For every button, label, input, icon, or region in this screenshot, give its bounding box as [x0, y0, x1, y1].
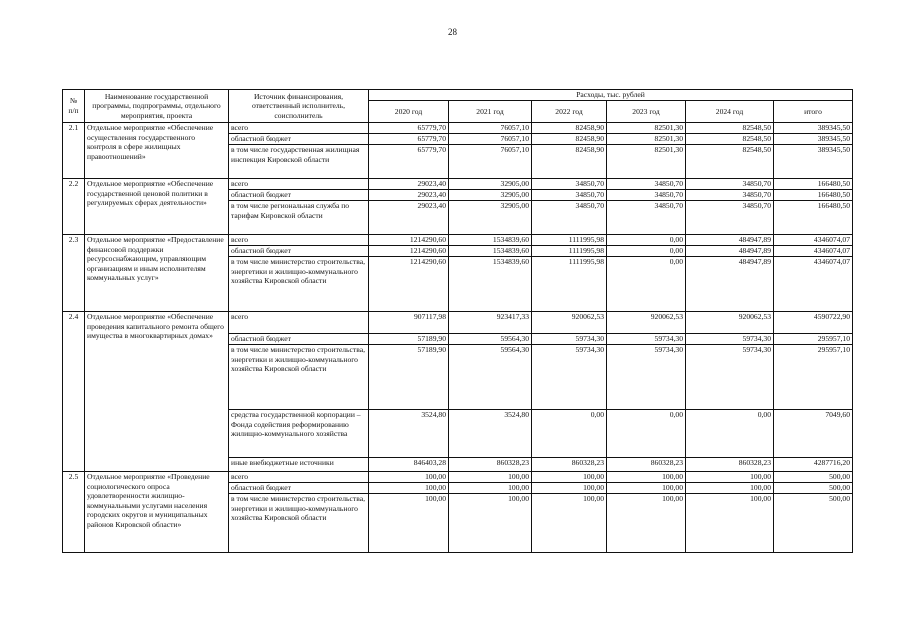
header-expenses: Расходы, тыс. рублей [369, 90, 853, 101]
year-value: 32905,00 [449, 201, 532, 235]
year-value: 860328,23 [449, 458, 532, 472]
total-value: 4590722,90 [774, 312, 853, 334]
year-value: 65779,70 [369, 145, 449, 179]
year-value: 920062,53 [532, 312, 607, 334]
item-name: Отдельное мероприятие «Предоставление финансовой поддержки ресурсоснабжающим, управляющим организациям и иным исполнителям коммунальных услуг» [85, 235, 229, 312]
year-value: 29023,40 [369, 201, 449, 235]
year-value: 34850,70 [607, 190, 686, 201]
header-source: Источник финансирования, ответственный исполнитель, соисполнитель [229, 90, 369, 123]
year-value: 100,00 [369, 483, 449, 494]
year-value: 0,00 [686, 410, 774, 458]
year-value: 59734,30 [607, 345, 686, 410]
year-value: 484947,89 [686, 235, 774, 246]
funding-source: областной бюджет [229, 483, 369, 494]
year-value: 0,00 [607, 235, 686, 246]
year-value: 100,00 [449, 483, 532, 494]
total-value: 295957,10 [774, 334, 853, 345]
table-row [63, 312, 853, 334]
year-value: 907117,98 [369, 312, 449, 334]
total-value: 500,00 [774, 472, 853, 483]
year-value: 82548,50 [686, 123, 774, 134]
year-value: 32905,00 [449, 179, 532, 190]
item-number: 2.1 [63, 123, 85, 179]
year-value: 65779,70 [369, 123, 449, 134]
year-value: 100,00 [532, 494, 607, 553]
year-value: 860328,23 [686, 458, 774, 472]
header-year: 2020 год [369, 101, 449, 123]
table-row [63, 179, 853, 190]
page-number: 28 [448, 27, 457, 37]
table-row [63, 235, 853, 246]
year-value: 860328,23 [607, 458, 686, 472]
total-value: 7049,60 [774, 410, 853, 458]
header-total: итого [774, 101, 853, 123]
year-value: 0,00 [532, 410, 607, 458]
year-value: 920062,53 [686, 312, 774, 334]
header-year: 2021 год [449, 101, 532, 123]
year-value: 59564,30 [449, 334, 532, 345]
year-value: 860328,23 [532, 458, 607, 472]
year-value: 82501,30 [607, 145, 686, 179]
year-value: 59564,30 [449, 345, 532, 410]
funding-source: областной бюджет [229, 190, 369, 201]
year-value: 34850,70 [686, 179, 774, 190]
funding-source: в том числе государственная жилищная инспекция Кировской области [229, 145, 369, 179]
funding-source: иные внебюджетные источники [229, 458, 369, 472]
year-value: 1111995,98 [532, 246, 607, 257]
total-value: 166480,50 [774, 201, 853, 235]
year-value: 82501,30 [607, 134, 686, 145]
total-value: 500,00 [774, 483, 853, 494]
funding-source: в том числе министерство строительства, энергетики и жилищно-коммунального хозяйства Кировской области [229, 257, 369, 312]
year-value: 100,00 [686, 483, 774, 494]
year-value: 34850,70 [607, 179, 686, 190]
year-value: 484947,89 [686, 246, 774, 257]
year-value: 100,00 [532, 483, 607, 494]
funding-source: средства государственной корпорации – Фонда содействия реформированию жилищно-коммунального хозяйства [229, 410, 369, 458]
year-value: 59734,30 [607, 334, 686, 345]
year-value: 82501,30 [607, 123, 686, 134]
funding-source: всего [229, 235, 369, 246]
item-name: Отдельное мероприятие «Обеспечение проведения капитального ремонта общего имущества в многоквартирных домах» [85, 312, 229, 472]
funding-source: в том числе министерство строительства, энергетики и жилищно-коммунального хозяйства Кировской области [229, 345, 369, 410]
year-value: 59734,30 [532, 334, 607, 345]
header-name: Наименование государственной программы, подпрограммы, отдельного мероприятия, проекта [85, 90, 229, 123]
total-value: 166480,50 [774, 190, 853, 201]
year-value: 1111995,98 [532, 235, 607, 246]
funding-source: всего [229, 472, 369, 483]
item-name: Отдельное мероприятие «Обеспечение государственной ценовой политики в регулируемых сферах деятельности» [85, 179, 229, 235]
year-value: 846403,28 [369, 458, 449, 472]
table-body [63, 123, 853, 553]
year-value: 57189,90 [369, 334, 449, 345]
funding-source: областной бюджет [229, 246, 369, 257]
year-value: 923417,33 [449, 312, 532, 334]
year-value: 100,00 [449, 472, 532, 483]
funding-source: всего [229, 312, 369, 334]
funding-source: областной бюджет [229, 334, 369, 345]
year-value: 1111995,98 [532, 257, 607, 312]
total-value: 295957,10 [774, 345, 853, 410]
year-value: 59734,30 [532, 345, 607, 410]
year-value: 100,00 [369, 472, 449, 483]
year-value: 0,00 [607, 246, 686, 257]
year-value: 100,00 [532, 472, 607, 483]
expenses-table [62, 89, 853, 553]
funding-source: в том числе министерство строительства, энергетики и жилищно-коммунального хозяйства Кировской области [229, 494, 369, 553]
year-value: 57189,90 [369, 345, 449, 410]
item-number: 2.4 [63, 312, 85, 472]
total-value: 389345,50 [774, 134, 853, 145]
total-value: 4346074,07 [774, 246, 853, 257]
funding-source: всего [229, 123, 369, 134]
total-value: 4287716,20 [774, 458, 853, 472]
header-year: 2022 год [532, 101, 607, 123]
year-value: 82548,50 [686, 134, 774, 145]
funding-source: всего [229, 179, 369, 190]
year-value: 484947,89 [686, 257, 774, 312]
funding-source: в том числе региональная служба по тарифам Кировской области [229, 201, 369, 235]
table-row [63, 123, 853, 134]
year-value: 34850,70 [686, 201, 774, 235]
year-value: 100,00 [607, 483, 686, 494]
item-number: 2.2 [63, 179, 85, 235]
total-value: 389345,50 [774, 123, 853, 134]
item-number: 2.3 [63, 235, 85, 312]
year-value: 29023,40 [369, 190, 449, 201]
header-year: 2024 год [686, 101, 774, 123]
year-value: 34850,70 [532, 190, 607, 201]
item-name: Отдельное мероприятие «Проведение социологического опроса удовлетворенности жилищно-коммунальными услугами населения городских округов и муниципальных районов Кировской области» [85, 472, 229, 553]
year-value: 82458,90 [532, 145, 607, 179]
table-row [63, 472, 853, 483]
year-value: 100,00 [686, 494, 774, 553]
year-value: 59734,30 [686, 334, 774, 345]
year-value: 100,00 [607, 494, 686, 553]
year-value: 34850,70 [686, 190, 774, 201]
year-value: 29023,40 [369, 179, 449, 190]
table-header [63, 90, 853, 123]
year-value: 1214290,60 [369, 235, 449, 246]
year-value: 920062,53 [607, 312, 686, 334]
total-value: 500,00 [774, 494, 853, 553]
year-value: 100,00 [607, 472, 686, 483]
year-value: 3524,80 [369, 410, 449, 458]
year-value: 1534839,60 [449, 246, 532, 257]
total-value: 389345,50 [774, 145, 853, 179]
year-value: 0,00 [607, 257, 686, 312]
total-value: 166480,50 [774, 179, 853, 190]
funding-source: областной бюджет [229, 134, 369, 145]
header-num: № п/п [63, 90, 85, 123]
year-value: 34850,70 [532, 179, 607, 190]
year-value: 76057,10 [449, 123, 532, 134]
item-name: Отдельное мероприятие «Обеспечение осуществления государственного контроля в сфере жилищных правоотношений» [85, 123, 229, 179]
year-value: 34850,70 [532, 201, 607, 235]
year-value: 1534839,60 [449, 257, 532, 312]
year-value: 34850,70 [607, 201, 686, 235]
item-number: 2.5 [63, 472, 85, 553]
year-value: 82548,50 [686, 145, 774, 179]
year-value: 32905,00 [449, 190, 532, 201]
year-value: 100,00 [369, 494, 449, 553]
year-value: 65779,70 [369, 134, 449, 145]
year-value: 100,00 [686, 472, 774, 483]
year-value: 100,00 [449, 494, 532, 553]
year-value: 0,00 [607, 410, 686, 458]
year-value: 59734,30 [686, 345, 774, 410]
year-value: 3524,80 [449, 410, 532, 458]
year-value: 1214290,60 [369, 246, 449, 257]
year-value: 1214290,60 [369, 257, 449, 312]
year-value: 76057,10 [449, 134, 532, 145]
total-value: 4346074,07 [774, 257, 853, 312]
year-value: 76057,10 [449, 145, 532, 179]
total-value: 4346074,07 [774, 235, 853, 246]
year-value: 82458,90 [532, 123, 607, 134]
year-value: 1534839,60 [449, 235, 532, 246]
header-year: 2023 год [607, 101, 686, 123]
year-value: 82458,90 [532, 134, 607, 145]
